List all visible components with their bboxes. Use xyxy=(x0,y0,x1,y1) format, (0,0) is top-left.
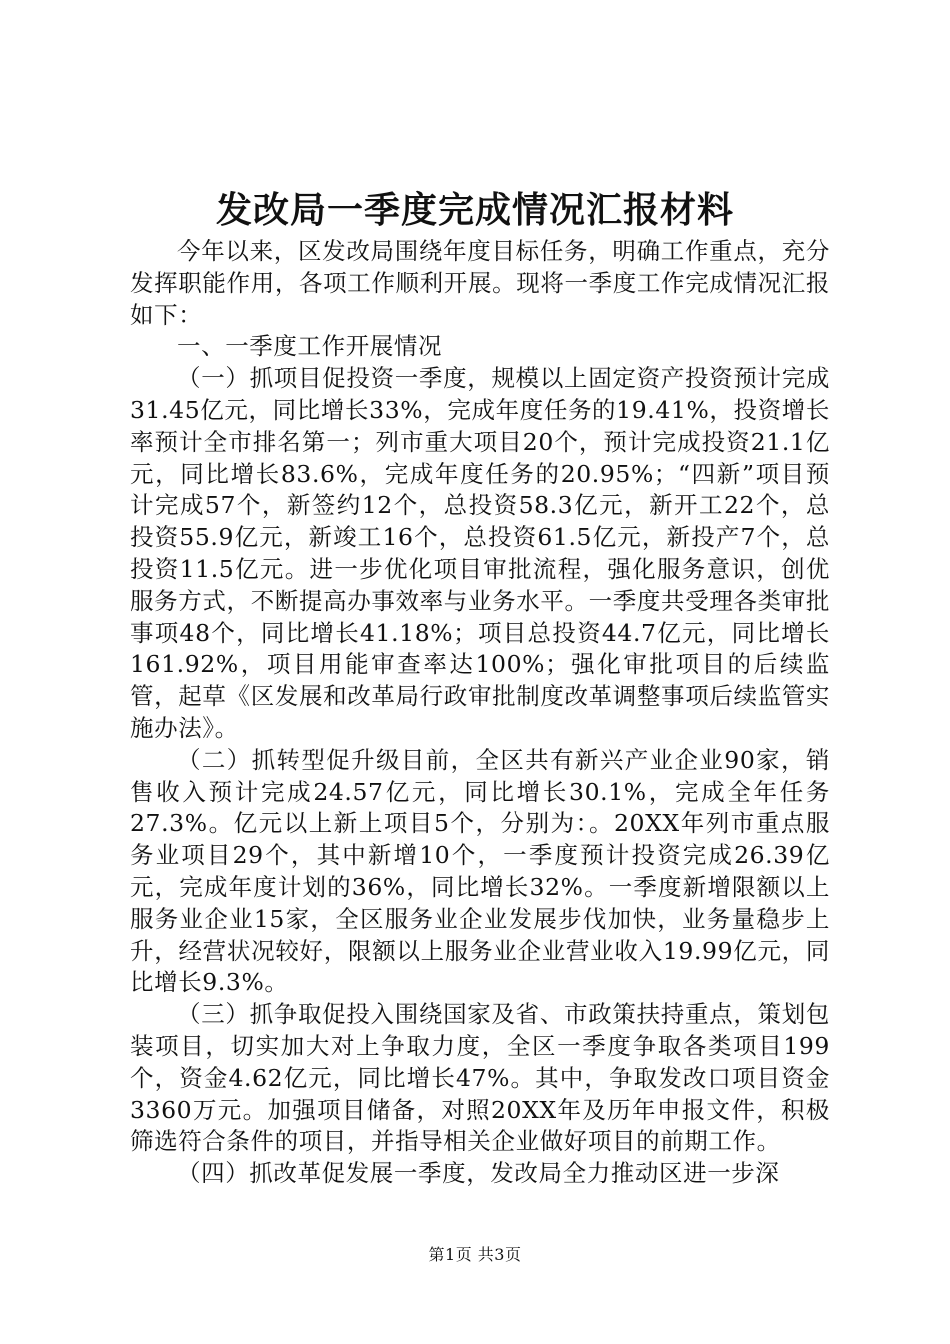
paragraph-reform-development: （四）抓改革促发展一季度，发改局全力推动区进一步深 xyxy=(177,1159,780,1188)
section-heading: 一、一季度工作开展情况 xyxy=(177,332,443,361)
paragraph-projects-investment: （一）抓项目促投资一季度，规模以上固定资产投资预计完成31.45亿元，同比增长33%，完成年度任务的19.41%，投资增长率预计全市排名第一；列市重大项目20个，预计完成投资21.1亿元，同比增长83.6%，完成年度任务的20.95%；“四新”项目预计完成57个，新签约12个，总投资58.3亿元，新开工22个，总投资55.9亿元，新竣工16个，总投资61.5亿元，新投产7个，总投资11.5亿元。进一步优化项目审批流程，强化服务意识，创优服务方式，不断提高办事效率与业务水平。一季度共受理各类审批事项48个，同比增长41.18%；项目总投资44.7亿元，同比增长161.92%，项目用能审查率达100%；强化审批项目的后续监管，起草《区发展和改革局行政审批制度改革调整事项后续监管实施办法》。 xyxy=(130,364,830,742)
page-footer: 第1页 共3页 xyxy=(428,1245,522,1264)
intro-paragraph: 今年以来，区发改局围绕年度目标任务，明确工作重点，充分发挥职能作用，各项工作顺利开展。现将一季度工作完成情况汇报如下： xyxy=(130,237,830,329)
paragraph-transformation-upgrade: （二）抓转型促升级目前，全区共有新兴产业企业90家，销售收入预计完成24.57亿元，同比增长30.1%，完成全年任务27.3%。亿元以上新上项目5个，分别为：。20XX年列市重点服务业项目29个，其中新增10个，一季度预计投资完成26.39亿元，完成年度计划的36%，同比增长32%。一季度新增限额以上服务业企业15家，全区服务业企业发展步伐加快，业务量稳步上升，经营状况较好，限额以上服务业企业营业收入19.99亿元，同比增长9.3%。 xyxy=(130,745,830,997)
paragraph-funding-input: （三）抓争取促投入围绕国家及省、市政策扶持重点，策划包装项目，切实加大对上争取力度，全区一季度争取各类项目199个，资金4.62亿元，同比增长47%。其中，争取发改口项目资金3360万元。加强项目储备，对照20XX年及历年申报文件，积极筛选符合条件的项目，并指导相关企业做好项目的前期工作。 xyxy=(130,1000,830,1156)
document-body xyxy=(130,236,830,1190)
document-title: 发改局一季度完成情况汇报材料 xyxy=(215,190,734,231)
